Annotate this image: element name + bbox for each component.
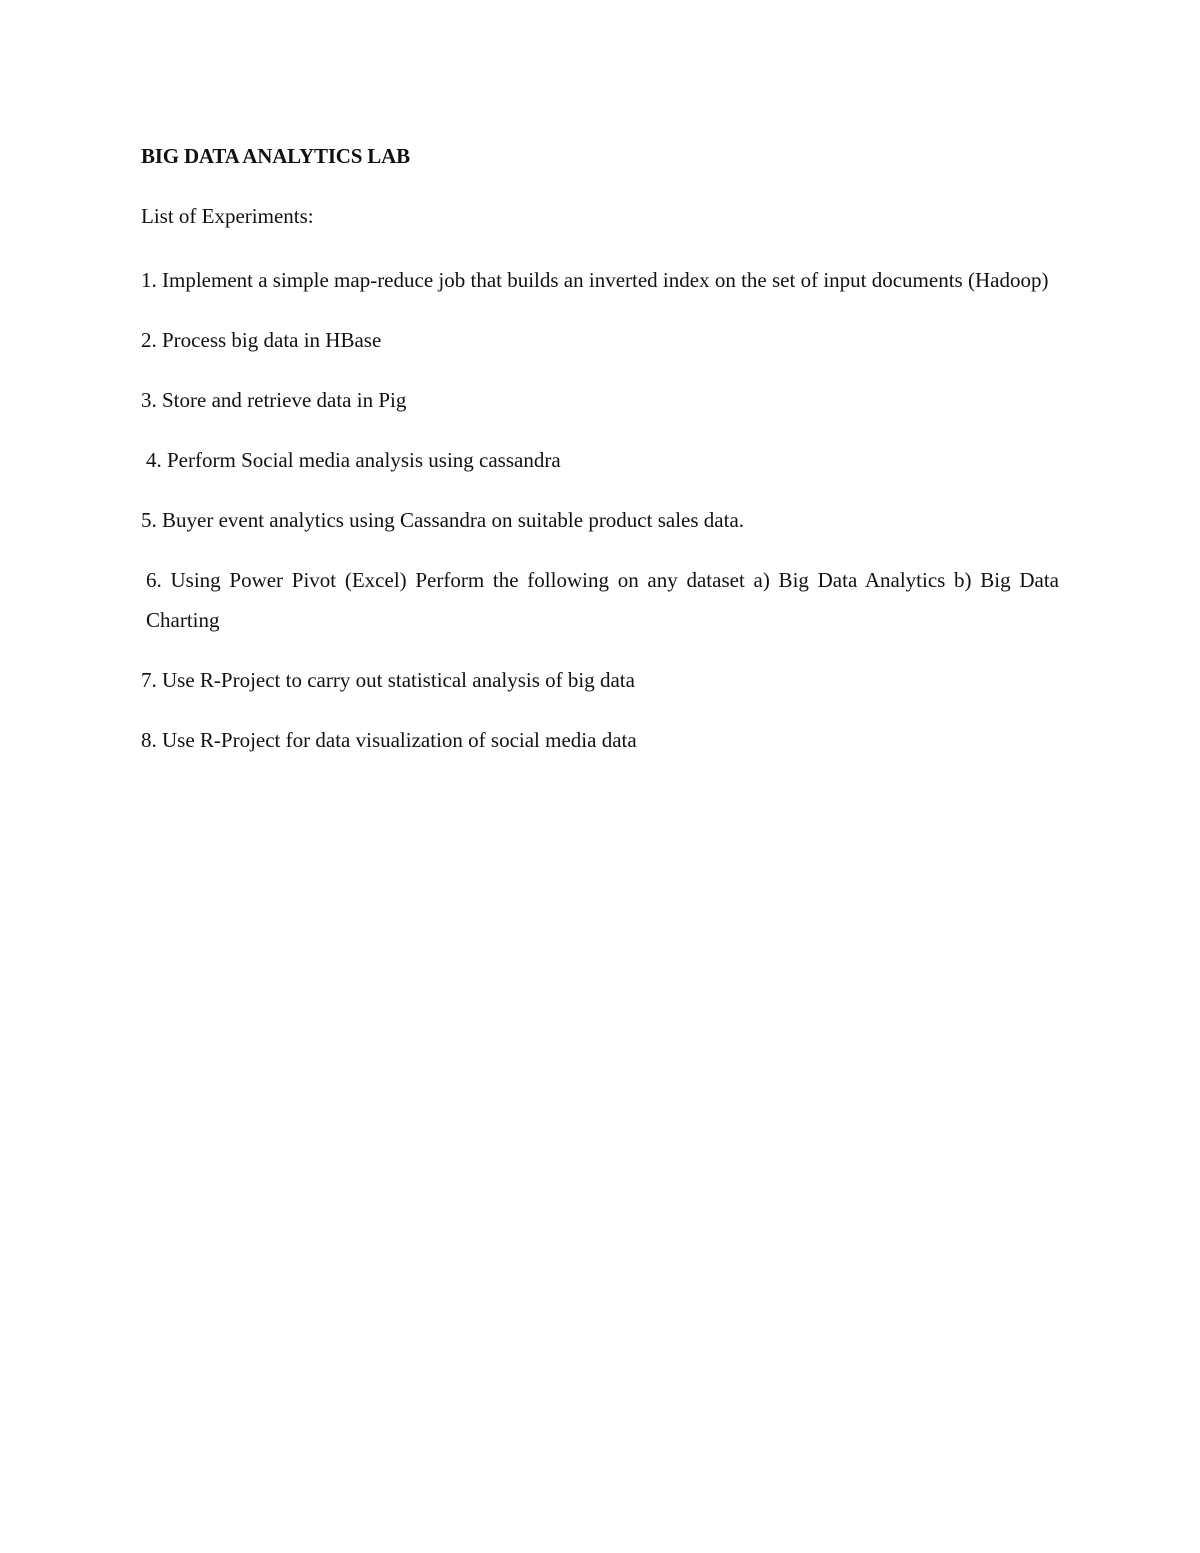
experiment-item-8: 8. Use R-Project for data visualization of social media data	[141, 728, 637, 752]
experiment-item-2: 2. Process big data in HBase	[141, 328, 382, 352]
document-title: BIG DATA ANALYTICS LAB	[141, 144, 410, 168]
experiments-heading: List of Experiments:	[141, 204, 314, 228]
experiment-item-6: 6. Using Power Pivot (Excel) Perform the following on any dataset a) Big Data Analytics b) Big Data Charting	[146, 568, 1059, 632]
experiment-item-5: 5. Buyer event analytics using Cassandra on suitable product sales data.	[141, 508, 745, 532]
document-body	[141, 140, 1059, 780]
experiment-list	[141, 260, 1059, 760]
experiment-item-3: 3. Store and retrieve data in Pig	[141, 388, 407, 412]
experiment-item-4: 4. Perform Social media analysis using cassandra	[146, 448, 561, 472]
experiment-item-7: 7. Use R-Project to carry out statistical analysis of big data	[141, 668, 635, 692]
experiment-item-1: 1. Implement a simple map-reduce job that builds an inverted index on the set of input documents (Hadoop)	[141, 268, 1049, 292]
